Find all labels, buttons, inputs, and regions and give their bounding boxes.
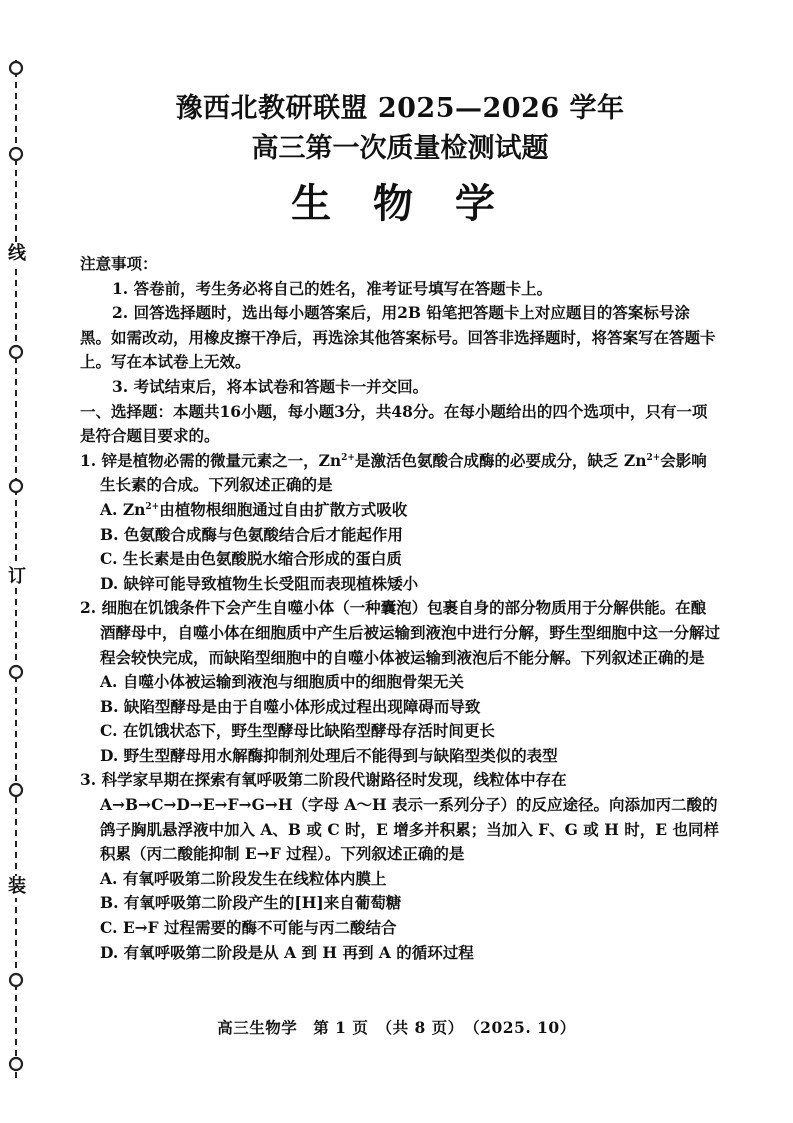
binding-mark-order: 订 — [8, 566, 26, 587]
question-3-option-b: B. 有氧呼吸第二阶段产生的[H]来自葡萄糖 — [100, 893, 402, 913]
q1-stem-part: 1. 锌是植物必需的微量元素之一，Zn — [80, 450, 342, 470]
subject-title: 生 物 学 — [291, 180, 509, 227]
question-1-option-b: B. 色氨酸合成酶与色氨酸结合后才能起作用 — [100, 524, 403, 544]
q1-opt-a-part: A. Zn — [100, 499, 146, 519]
q1-stem-part: 会影响生长素的合成。下列叙述正确的是 — [100, 450, 707, 495]
question-3-stem: 3. 科学家早期在探索有氧呼吸第二阶段代谢路径时发现，线粒体中存在 A→B→C→D→E→F→G→H（字母 A～H 表示一系列分子）的反应途径。向添加丙二酸的鸽子胸肌悬浮液中加入 A、B 或 C 时，E 增多并积累；当加入 F、G 或 H 时，E 也同样积累（丙二酸能抑制 E→F 过程）。下列叙述正确的是 — [80, 770, 719, 864]
notice-item-1: 1. 答卷前，考生务必将自己的姓名，准考证号填写在答题卡上。 — [112, 278, 553, 298]
q1-stem-part: 是激活色氨酸合成酶的必要成分，缺乏 Zn — [354, 450, 647, 470]
q1-opt-a-part: 由植物根细胞通过自由扩散方式吸收 — [159, 499, 408, 519]
q1-sup: 2+ — [646, 452, 661, 463]
question-2-stem: 2. 细胞在饥饿条件下会产生自噬小体（一种囊泡）包裹自身的部分物质用于分解供能。在酿酒酵母中，自噬小体在细胞质中产生后被运输到液泡中进行分解，野生型细胞中这一分解过程会较快完成，而缺陷型细胞中的自噬小体被运输到液泡后不能分解。下列叙述正确的是 — [80, 598, 721, 667]
question-1-option-d: D. 缺锌可能导致植物生长受阻而表现植株矮小 — [100, 573, 419, 593]
binding-mark-line: 线 — [8, 243, 26, 264]
question-2-option-c: C. 在饥饿状态下，野生型酵母比缺陷型酵母存活时间更长 — [100, 721, 495, 741]
q1-sup: 2+ — [341, 452, 355, 463]
question-1-option-a — [80, 498, 720, 523]
question-3-option-c: C. E→F 过程需要的酶不可能与丙二酸结合 — [100, 918, 397, 938]
binding-mark-install: 装 — [8, 876, 26, 897]
question-1-stem — [80, 449, 720, 498]
question-3-option-a: A. 有氧呼吸第二阶段发生在线粒体内膜上 — [100, 868, 387, 888]
question-1-option-c: C. 生长素是由色氨酸脱水缩合形成的蛋白质 — [100, 549, 402, 569]
section-heading: 一、选择题：本题共16小题，每小题3分，共48分。在每小题给出的四个选项中，只有一项是符合题目要求的。 — [80, 401, 708, 446]
exam-page — [80, 90, 720, 965]
q1-opt-a-sup: 2+ — [145, 501, 160, 512]
question-2-option-a: A. 自噬小体被运输到液泡与细胞质中的细胞骨架无关 — [100, 672, 464, 692]
question-2-option-b: B. 缺陷型酵母是由于自噬小体形成过程出现障碍而导致 — [100, 696, 481, 716]
notice-item-3: 3. 考试结束后，将本试卷和答题卡一并交回。 — [112, 376, 429, 396]
exam-title-line1: 豫西北教研联盟 2025—2026 学年 — [175, 93, 625, 124]
page-footer: 高三生物学 第 1 页 （共 8 页） （2025. 10） — [217, 1018, 576, 1037]
notice-item-2: 2. 回答选择题时，选出每小题答案后，用2B 铅笔把答题卡上对应题目的答案标号涂黑。如需改动，用橡皮擦干净后，再选涂其他答案标号。回答非选择题时，将答案写在答题卡上。写在本试卷上无效。 — [80, 303, 716, 372]
question-3-option-d: D. 有氧呼吸第二阶段是从 A 到 H 再到 A 的循环过程 — [100, 942, 474, 962]
question-2-option-d: D. 野生型酵母用水解酶抑制剂处理后不能得到与缺陷型类似的表型 — [100, 745, 558, 765]
binding-line — [0, 0, 40, 1123]
notice-title: 注意事项： — [80, 254, 158, 273]
binding-margin — [0, 0, 40, 1123]
exam-title-line2: 高三第一次质量检测试题 — [251, 133, 549, 164]
